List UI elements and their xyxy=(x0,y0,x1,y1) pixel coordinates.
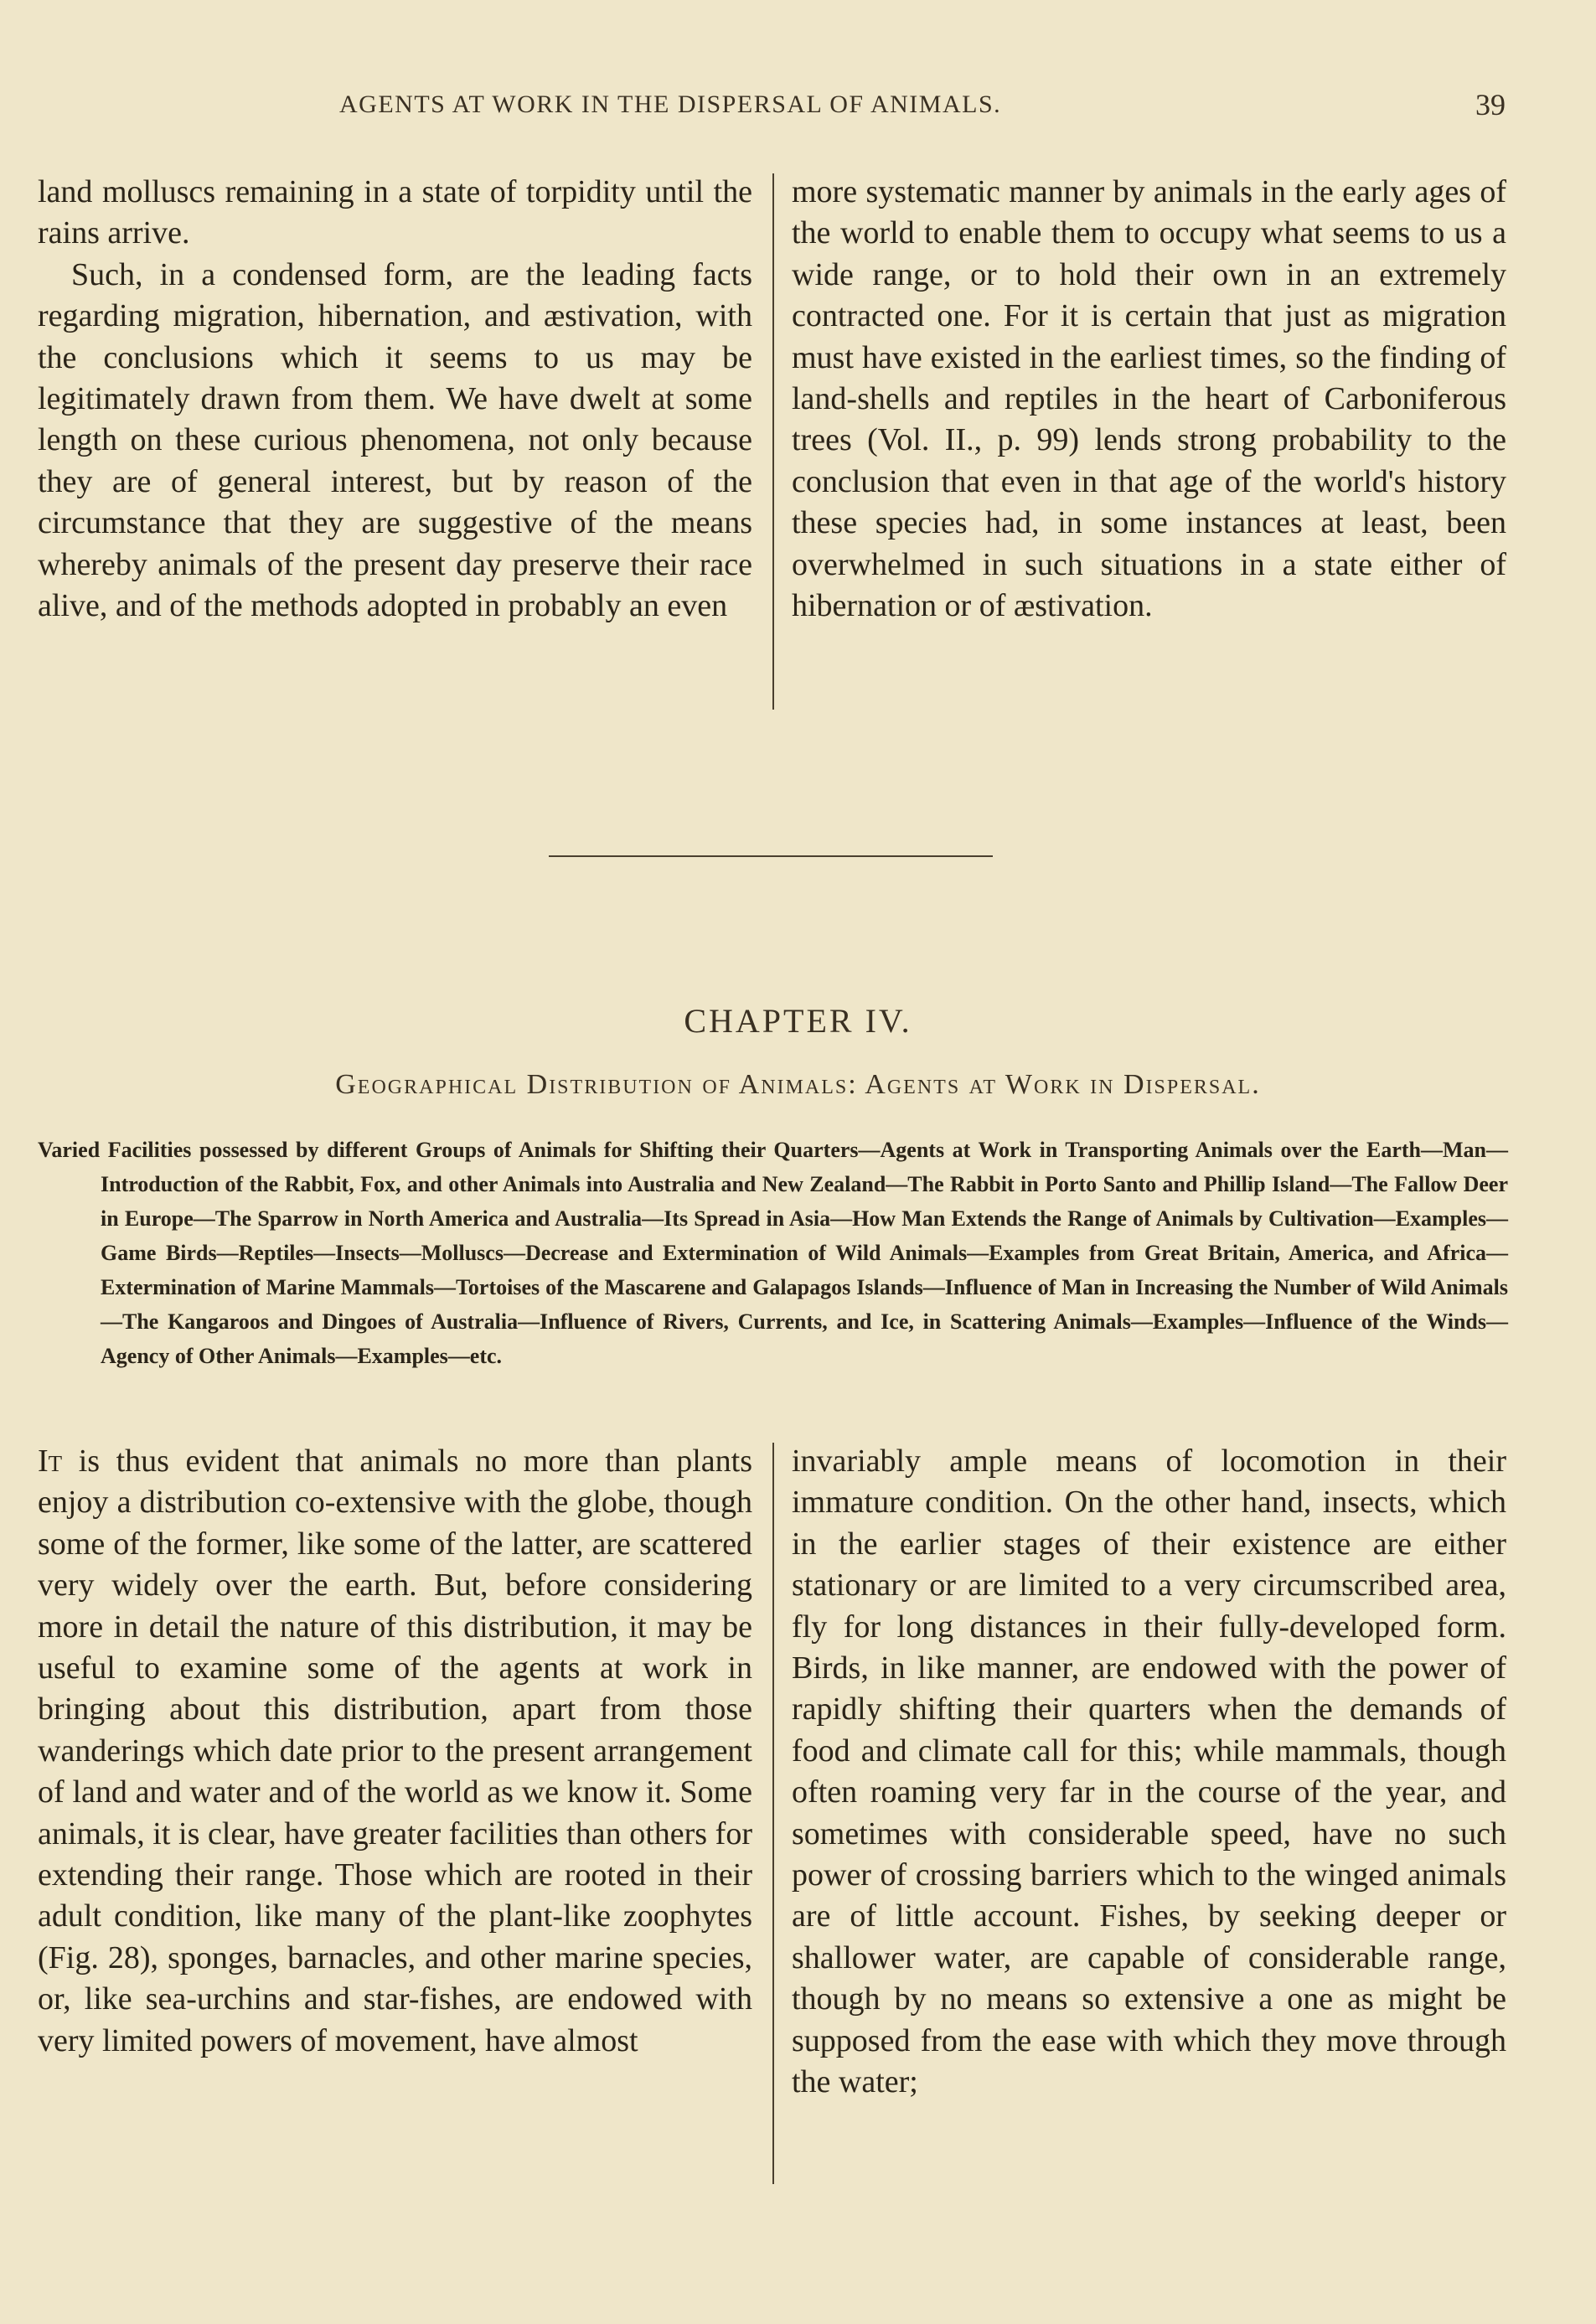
bottom-right-column xyxy=(792,1441,1506,2104)
paragraph-body: is thus evident that animals no more than plants enjoy a distribution co-extensive with the globe, though some of the former, like some of the latter, are scattered very widely over the earth. But, before considering more in detail the nature of this distribution, it may be useful to examine some of the agents at work in bringing about this distribution, apart from those wanderings which date prior to the present arrangement of land and water and of the world as we know it. Some animals, it is clear, have greater facilities than others for extending their range. Those which are rooted in their adult condition, like many of the plant-like zoophytes (Fig. 28), sponges, barnacles, and other marine species, or, like sea-urchins and star-fishes, are endowed with very limited powers of movement, have almost xyxy=(38,1443,752,2058)
page-number: 39 xyxy=(1475,88,1506,121)
paragraph: land molluscs remaining in a state of torpidity until the rains arrive. xyxy=(38,174,752,251)
column-divider xyxy=(772,173,774,710)
bottom-left-column xyxy=(38,1441,752,2062)
top-left-column xyxy=(38,172,752,627)
chapter-summary-text: Varied Facilities possessed by different Groups of Animals for Shifting their Quarters—Agents at Work in Transporting Animals over the Earth—Man—Introduction of the Rabbit, Fox, and other Animals into Australia and New Zealand—The Rabbit in Porto Santo and Phillip Island—The Fallow Deer in Europe—The Sparrow in North America and Australia—Its Spread in Asia—How Man Extends the Range of Animals by Cultivation—Examples—Game Birds—Reptiles—Insects—Molluscs—Decrease and Extermination of Wild Animals—Examples from Great Britain, America, and Africa—Extermination of Marine Mammals—Tortoises of the Mascarene and Galapagos Islands—Influence of Man in Increasing the Number of Wild Animals—The Kangaroos and Dingoes of Australia—Influence of Rivers, Currents, and Ice, in Scattering Animals—Examples—Influence of the Winds—Agency of Other Animals—Examples—etc. xyxy=(38,1138,1508,1368)
chapter-subtitle: Geographical Distribution of Animals: Agents at Work in Dispersal. xyxy=(335,1069,1261,1100)
chapter-summary xyxy=(38,1133,1508,1373)
bottom-two-column-text xyxy=(38,1441,1512,2195)
paragraph: invariably ample means of locomotion in their immature condition. On the other hand, insects, which in the earlier stages of their existence are either stationary or are limited to a very circumscribed area, fly for long distances in their fully-developed form. Birds, in like manner, are endowed with the power of rapidly shifting their quarters when the demands of food and climate call for this; while mammals, though often roaming very far in the course of the year, and sometimes with considerable speed, have no such power of crossing barriers which to the winged animals are of little account. Fishes, by seeking deeper or shallower water, are capable of considerable range, though by no means so extensive a one as might be supposed from the ease with which they move through the water; xyxy=(792,1443,1506,2100)
paragraph: Such, in a condensed form, are the leading facts regarding migration, hibernation, and æstivation, with the conclusions which it seems to us may be legitimately drawn from them. We have dwelt at some length on these curious phenomena, not only because they are of general interest, but by reason of the circumstance that they are suggestive of the means whereby animals of the present day preserve their race alive, and of the methods adopted in probably an even xyxy=(38,256,752,624)
lead-word: It xyxy=(38,1443,63,1479)
running-title: AGENTS AT WORK IN THE DISPERSAL OF ANIMALS. xyxy=(339,90,1002,118)
column-divider xyxy=(772,1443,774,2184)
section-divider xyxy=(549,855,993,857)
paragraph xyxy=(38,1441,752,2062)
running-head xyxy=(0,90,1596,124)
top-two-column-text xyxy=(38,172,1512,720)
chapter-heading: CHAPTER IV. xyxy=(684,1002,912,1040)
paragraph: more systematic manner by animals in the early ages of the world to enable them to occupy what seems to us a wide range, or to hold their own in an extremely contracted one. For it is certain that just as migration must have existed in the earliest times, so the finding of land-shells and reptiles in the heart of Carboniferous trees (Vol. II., p. 99) lends strong probability to the conclusion that even in that age of the world's history these species had, in some instances at least, been overwhelmed in such situations in a state either of hibernation or of æstivation. xyxy=(792,174,1506,624)
top-right-column xyxy=(792,172,1506,627)
